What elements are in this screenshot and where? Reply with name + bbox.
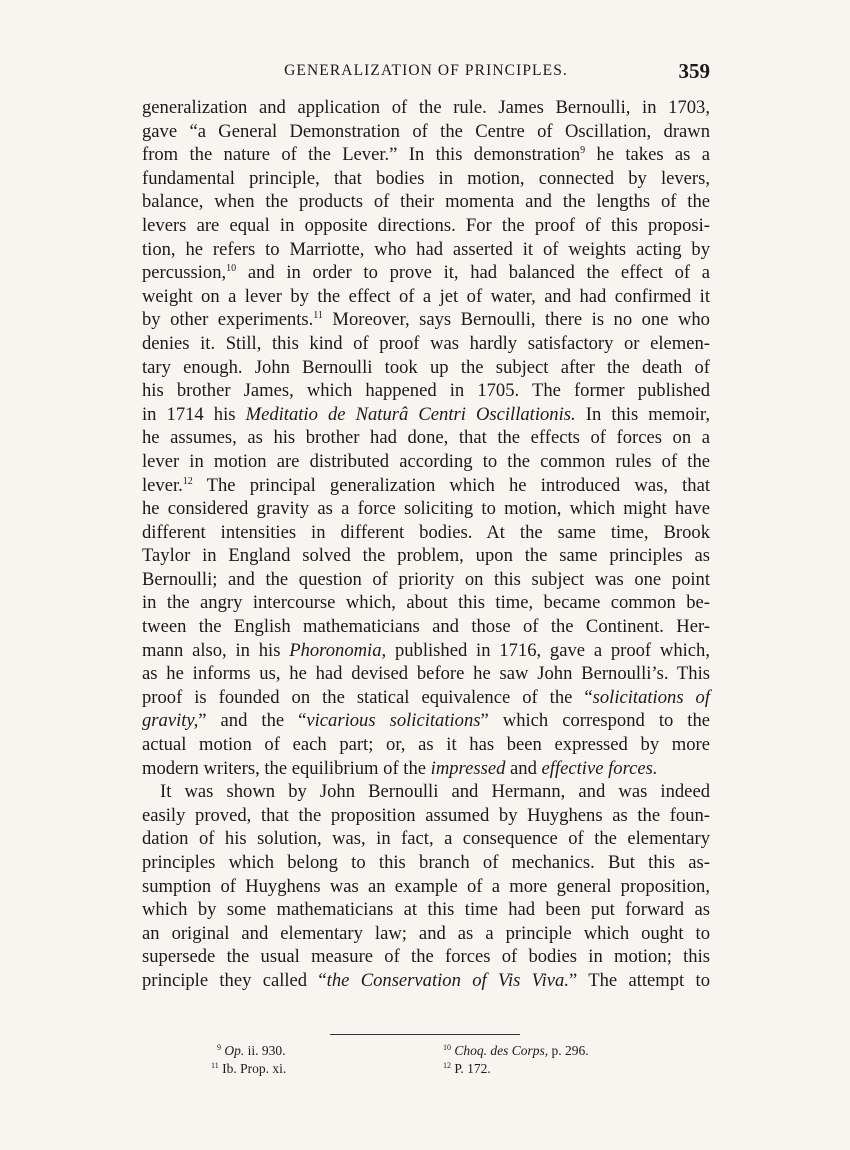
text-line: gave “a General Demonstration of the Centre of Oscillation, drawn — [142, 120, 710, 142]
running-title: GENERALIZATION OF PRINCIPLES. — [284, 62, 568, 79]
text-line: principles which belong to this branch of mechanics. But this as- — [142, 852, 710, 873]
text-line: Bernoulli; and the question of priority on this subject was one point — [142, 568, 710, 590]
footnote-ref: 9 — [580, 145, 586, 157]
text-line: actual motion of each part; or, as it has been expressed by more — [142, 734, 710, 756]
italic-title: Meditatio de Naturâ Centri Oscillationis. — [245, 403, 576, 425]
footnote: $^{10}$ Choq. des Corps, p. 296. — [443, 1043, 589, 1058]
running-header — [142, 59, 710, 92]
italic-phrase: the Conservation of Vis Viva. — [326, 969, 570, 991]
text-line: gravity,” and the “vicarious solicitations” which correspond to the — [142, 710, 711, 732]
text-line: as he informs us, he had devised before he saw John Bernoulli’s. This — [142, 663, 710, 685]
page-number: 359 — [678, 59, 710, 83]
italic-title: Phoronomia, — [289, 639, 387, 661]
text-line: by other experiments.$^{11}$ Moreover, says Bernoulli, there is no one who — [142, 309, 710, 331]
text-line: tween the English mathematicians and those of the Continent. Her- — [142, 616, 710, 638]
footnote-ref: 11 — [313, 310, 323, 322]
footnote-ref: 12 — [182, 475, 193, 487]
italic-phrase: impressed — [430, 757, 506, 779]
text-line: lever.$^{12}$ The principal generalization which he introduced was, that — [142, 474, 710, 496]
text-line: from the nature of the Lever.” In this demonstration$^9$ he takes as a — [142, 144, 711, 166]
text-line: mann also, in his Phoronomia, published in 1716, gave a proof which, — [142, 639, 711, 661]
text-line: an original and elementary law; and as a principle which ought to — [142, 922, 710, 944]
text-line: tion, he refers to Marriotte, who had asserted it of weights acting by — [142, 238, 710, 260]
text-line: he considered gravity as a force soliciting to motion, which might have — [142, 498, 710, 520]
footnote: $^{11}$ Ib. Prop. xi. — [211, 1061, 287, 1076]
text-line: Taylor in England solved the problem, upon the same principles as — [142, 545, 710, 567]
text-line: generalization and application of the rule. James Bernoulli, in 1703, — [142, 97, 710, 118]
footnote: $^{12}$ P. 172. — [443, 1061, 491, 1076]
italic-phrase: vicarious solicitations — [306, 710, 481, 732]
footnote: $^9$ Op. ii. 930. — [217, 1043, 286, 1058]
text-line: he assumes, as his brother had done, that the effects of forces on a — [142, 427, 710, 449]
text-line: sumption of Huyghens was an example of a more general proposition, — [142, 875, 710, 897]
text-line: principle they called “the Conservation of Vis Viva.” The attempt to — [142, 969, 710, 991]
text-line: his brother James, which happened in 1705. The former published — [142, 380, 710, 402]
text-line: in 1714 his Meditatio de Naturâ Centri Oscillationis. In this memoir, — [142, 403, 711, 425]
text-line: levers are equal in opposite directions. For the proof of this proposi- — [142, 214, 710, 236]
text-line: balance, when the products of their momenta and the lengths of the — [142, 191, 710, 213]
text-line: supersede the usual measure of the forces of bodies in motion; this — [142, 946, 710, 968]
body-text — [142, 96, 710, 993]
text-line: It was shown by John Bernoulli and Hermann, and was indeed — [160, 781, 710, 803]
text-line: lever in motion are distributed according to the common rules of the — [142, 450, 710, 472]
text-line: proof is founded on the statical equivalence of the “solicitations of — [142, 686, 710, 708]
text-line: fundamental principle, that bodies in motion, connected by levers, — [142, 167, 710, 189]
text-line: percussion,$^{10}$ and in order to prove it, had balanced the effect of a — [142, 262, 710, 284]
italic-phrase: effective forces. — [541, 757, 658, 779]
footnote-ref: 10 — [226, 263, 237, 275]
text-line: tary enough. John Bernoulli took up the subject after the death of — [142, 356, 710, 378]
text-line: in the angry intercourse which, about this time, became common be- — [142, 592, 710, 614]
italic-phrase: solicitations of — [592, 686, 710, 708]
text-line: different intensities in different bodies. At the same time, Brook — [142, 521, 710, 543]
footnote-rule — [330, 1034, 520, 1035]
text-line: modern writers, the equilibrium of the impressed and effective forces. — [142, 757, 658, 779]
text-line: dation of his solution, was, in fact, a consequence of the elementary — [142, 828, 710, 850]
italic-phrase: gravity, — [142, 710, 199, 732]
text-line: weight on a lever by the effect of a jet of water, and had confirmed it — [142, 285, 710, 307]
text-line: which by some mathematicians at this time had been put forward as — [142, 899, 710, 921]
text-line: easily proved, that the proposition assumed by Huyghens as the foun- — [142, 804, 710, 826]
text-line: denies it. Still, this kind of proof was hardly satisfactory or elemen- — [142, 332, 710, 354]
